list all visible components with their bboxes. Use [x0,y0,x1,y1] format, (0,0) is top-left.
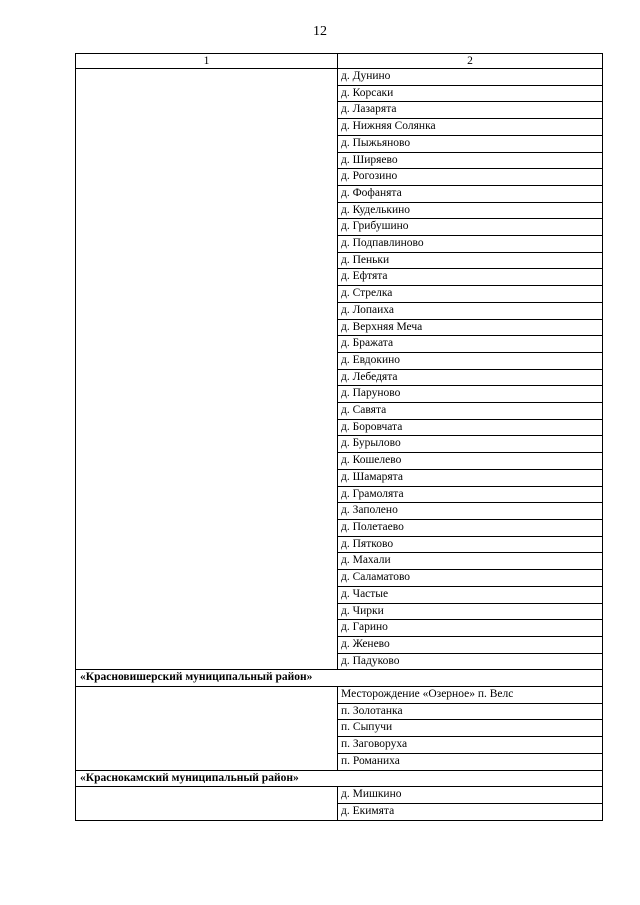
settlement-cell: д. Фофанята [338,185,603,202]
settlement-cell: д. Пеньки [338,252,603,269]
district-name: «Красновишерский муниципальный район» [76,670,603,687]
district-name: «Краснокамский муниципальный район» [76,770,603,787]
settlement-cell: д. Бражата [338,336,603,353]
settlement-cell: д. Кошелево [338,453,603,470]
settlement-cell: д. Дунино [338,69,603,86]
settlement-cell: д. Махали [338,553,603,570]
settlement-cell: д. Куделькино [338,202,603,219]
table-body [76,69,603,821]
settlement-cell: д. Частые [338,586,603,603]
settlement-cell: д. Гарино [338,620,603,637]
settlement-cell: д. Шамарята [338,469,603,486]
page-number: 12 [313,24,327,39]
district-row [76,770,603,787]
district-column-cell [76,69,338,670]
settlement-cell: д. Пятково [338,536,603,553]
settlement-cell: д. Лопаиха [338,302,603,319]
settlement-cell: д. Верхняя Меча [338,319,603,336]
settlement-cell: д. Женево [338,636,603,653]
table-header-row [76,54,603,69]
table-row [76,787,603,804]
settlement-cell: д. Ефтята [338,269,603,286]
settlement-cell: д. Савята [338,403,603,420]
settlement-cell: п. Романиха [338,753,603,770]
settlement-cell: д. Стрелка [338,286,603,303]
table-row [76,69,603,86]
settlement-cell: д. Екимята [338,803,603,820]
settlement-cell: д. Паруново [338,386,603,403]
settlement-cell: д. Пыжьяново [338,135,603,152]
settlement-cell: д. Падуково [338,653,603,670]
column-header-1: 1 [76,54,338,69]
settlement-cell: д. Лазарята [338,102,603,119]
district-column-cell [76,687,338,771]
settlements-table [75,53,603,821]
settlement-cell: д. Подпавлиново [338,236,603,253]
settlement-cell: д. Корсаки [338,85,603,102]
settlement-cell: д. Полетаево [338,519,603,536]
settlement-cell: д. Нижняя Солянка [338,119,603,136]
district-row [76,670,603,687]
settlement-cell: д. Рогозино [338,169,603,186]
settlement-cell: Месторождение «Озерное» п. Велс [338,687,603,704]
settlement-cell: д. Заполено [338,503,603,520]
settlement-cell: п. Золотанка [338,703,603,720]
settlement-cell: п. Сыпучи [338,720,603,737]
settlement-cell: д. Лебедята [338,369,603,386]
table-row [76,687,603,704]
settlement-cell: д. Евдокино [338,352,603,369]
settlement-cell: д. Мишкино [338,787,603,804]
settlement-cell: д. Грибушино [338,219,603,236]
settlement-cell: д. Ширяево [338,152,603,169]
settlement-cell: д. Бурылово [338,436,603,453]
settlement-cell: д. Грамолята [338,486,603,503]
settlement-cell: д. Чирки [338,603,603,620]
district-column-cell [76,787,338,820]
settlement-cell: п. Заговоруха [338,737,603,754]
settlement-cell: д. Боровчата [338,419,603,436]
column-header-2: 2 [338,54,603,69]
settlement-cell: д. Саламатово [338,570,603,587]
